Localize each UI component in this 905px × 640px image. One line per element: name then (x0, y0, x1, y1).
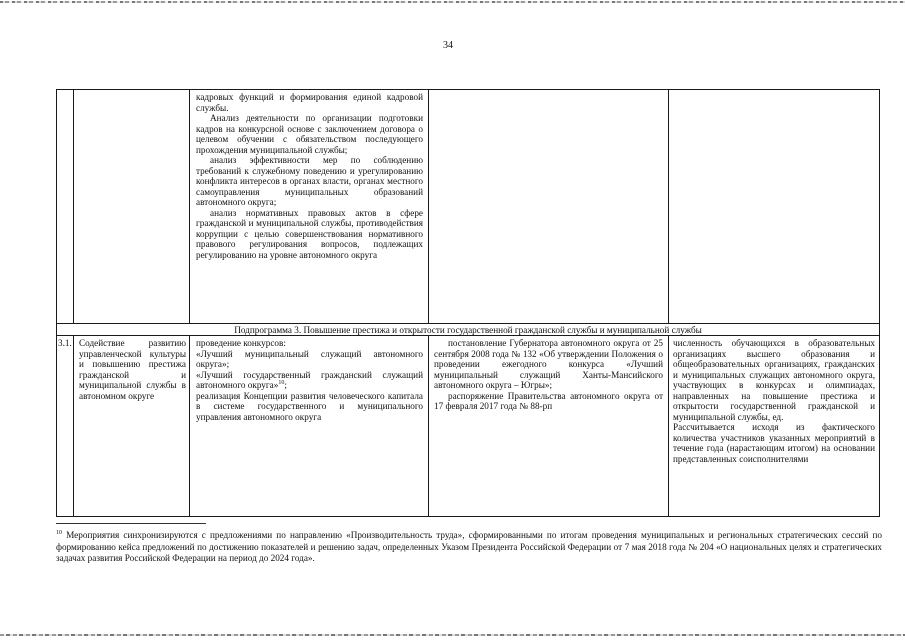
content-para-4: реализация Концепции развития человеческого капитала в системе государственного и муниципального управления автономного округа (196, 390, 423, 422)
continuation-line-1: кадровых функций и формирования единой кадровой службы. (196, 92, 423, 113)
indicator-para-1: численность обучающихся в образовательных организациях высшего образования и общеобразовательных организациях, гражданских и муниципальных служащих автономного округа, участвующих в конкурсах и олимпиадах, направленных на повышение престижа и открытости государственной гражданской и муниципальной службы, ед. (673, 338, 875, 422)
page-number: 34 (443, 40, 453, 51)
footnote-separator (56, 523, 206, 524)
continuation-line-2: Анализ деятельности по организации подготовки кадров на конкурсной основе с заключением договора о целевом обучении с обязательством последующего прохождения муниципальной службы; (196, 113, 423, 155)
col-divider-4-lower (668, 335, 669, 516)
row-activity-name: Содействие развитию управленческой культуры и повышению престижа гражданской и муниципальной службы в автономном округе (79, 338, 186, 401)
col-divider-2-lower (189, 335, 190, 516)
subprogram-title: Подпрограмма 3. Повышение престижа и открытости государственной гражданской службы и муниципальной службы (234, 324, 702, 335)
row-activity-content (196, 338, 423, 422)
continuation-cell (196, 92, 423, 260)
col-divider-2 (189, 89, 190, 323)
col-divider-3 (428, 89, 429, 323)
scan-edge-bottom (0, 634, 905, 636)
continuation-line-3: анализ эффективности мер по соблюдению требований к служебному поведению и урегулированию конфликта интересов в органах власти, органах местного самоуправления муниципальных образований автономного округа; (196, 155, 423, 207)
table-bottom-border (56, 516, 880, 517)
content-para-3-end: ; (284, 380, 287, 390)
row-documents (434, 338, 663, 412)
table-top-border (56, 89, 880, 90)
table-right-border (879, 89, 880, 516)
content-para-3 (196, 370, 423, 391)
subprogram-bottom-border (56, 335, 880, 336)
col-divider-3-lower (428, 335, 429, 516)
footnote-text: Мероприятия синхронизируются с предложениями по направлению «Производительность труда», сформированными по итогам проведения муниципальных и региональных стратегических сессий по формированию кейса предложений по достижению показателей и решению задач, определенных Указом Президента Российской Федерации от 7 мая 2018 года № 204 «О национальных целях и стратегических задачах развития Российской Федерации на период до 2024 года». (56, 530, 883, 563)
row-indicator (673, 338, 875, 464)
document-1: постановление Губернатора автономного округа от 25 сентября 2008 года № 132 «Об утверждении Положения о проведении ежегодного конкурса «Лучший муниципальный служащий Ханты-Мансийского автономного округа – Югры»; (434, 338, 663, 390)
scan-edge-top (0, 1, 905, 3)
continuation-line-4: анализ нормативных правовых актов в сфере гражданской и муниципальной службы, противодействия коррупции с целью совершенствования нормативного правового регулирования вопросов, подлежащих регулированию на уровне автономного округа (196, 207, 423, 260)
col-divider-4 (668, 89, 669, 323)
footnote-reference: 10 (278, 379, 285, 386)
content-para-1: проведение конкурсов: (196, 338, 286, 348)
row-number: 3.1. (58, 338, 72, 348)
content-para-2: «Лучший муниципальный служащий автономного округа»; (196, 348, 423, 369)
document-2: распоряжение Правительства автономного округа от 17 февраля 2017 года № 88-рп (434, 390, 663, 411)
indicator-para-2: Рассчитывается исходя из фактического количества участников указанных мероприятий в течение года (нарастающим итогом) на основании представленных соисполнителями (673, 422, 875, 464)
content-para-3-text: «Лучший государственный гражданский служащий автономного округа» (196, 369, 423, 390)
col-divider-1 (73, 89, 74, 323)
footnote: $^{10}$ Мероприятия синхронизируются с предложениями по направлению «Производительность труда», сформированными по итогам проведения муниципальных и региональных стратегических сессий по формированию кейса предложений по достижению показателей и решению задач, определенных Указом Президента Российской Федерации от 7 мая 2018 года № 204 «О национальных целях и стратегических задачах развития Российской Федерации на период до 2024 года». (56, 529, 883, 563)
col-divider-1-lower (73, 335, 74, 516)
table-left-border (56, 89, 57, 516)
